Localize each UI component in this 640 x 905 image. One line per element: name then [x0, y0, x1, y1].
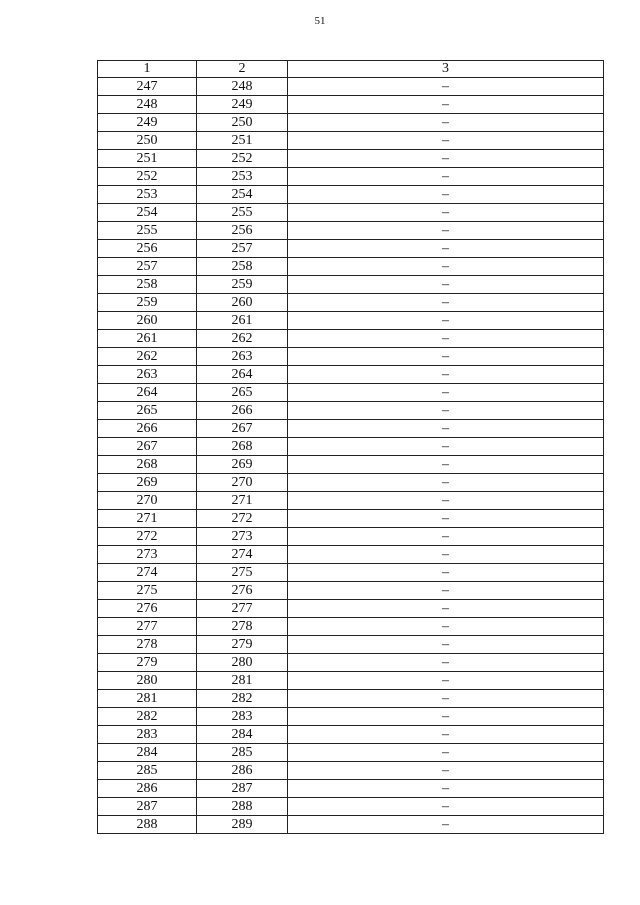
table-cell-col-2: 264 [197, 366, 288, 384]
table-cell-col-2: 277 [197, 600, 288, 618]
table-cell-col-1: 249 [98, 114, 197, 132]
table-cell-col-1: 277 [98, 618, 197, 636]
table-row [98, 456, 604, 474]
table-row [98, 744, 604, 762]
table-cell-col-2: 257 [197, 240, 288, 258]
table-cell-col-2: 266 [197, 402, 288, 420]
table-cell-col-1: 285 [98, 762, 197, 780]
table-row [98, 114, 604, 132]
table-cell-col-2: 273 [197, 528, 288, 546]
table-cell-col-2: 255 [197, 204, 288, 222]
table-row [98, 690, 604, 708]
table-cell-col-3: – [288, 456, 604, 474]
table-row [98, 240, 604, 258]
table-cell-col-2: 262 [197, 330, 288, 348]
table-row [98, 276, 604, 294]
table-cell-col-1: 258 [98, 276, 197, 294]
table-cell-col-3: – [288, 474, 604, 492]
table-cell-col-2: 285 [197, 744, 288, 762]
table-row [98, 726, 604, 744]
table-cell-col-1: 248 [98, 96, 197, 114]
table-cell-col-3: – [288, 168, 604, 186]
table-cell-col-3: – [288, 384, 604, 402]
table-cell-col-3: – [288, 420, 604, 438]
table-cell-col-1: 250 [98, 132, 197, 150]
table-cell-col-3: – [288, 726, 604, 744]
table-row [98, 546, 604, 564]
table-row [98, 132, 604, 150]
table-cell-col-3: – [288, 816, 604, 834]
table-row [98, 510, 604, 528]
table-row [98, 150, 604, 168]
table-cell-col-1: 282 [98, 708, 197, 726]
table-cell-col-1: 276 [98, 600, 197, 618]
table-cell-col-3: – [288, 600, 604, 618]
table-cell-col-1: 267 [98, 438, 197, 456]
table-row [98, 420, 604, 438]
table-cell-col-1: 287 [98, 798, 197, 816]
table-cell-col-2: 251 [197, 132, 288, 150]
table-cell-col-2: 256 [197, 222, 288, 240]
table-cell-col-1: 270 [98, 492, 197, 510]
table-row [98, 402, 604, 420]
table-cell-col-1: 261 [98, 330, 197, 348]
table-cell-col-2: 258 [197, 258, 288, 276]
column-header-3: 3 [288, 61, 604, 78]
table-row [98, 492, 604, 510]
table-row [98, 366, 604, 384]
table-cell-col-3: – [288, 276, 604, 294]
column-header-1: 1 [98, 61, 197, 78]
table-cell-col-2: 253 [197, 168, 288, 186]
table-row [98, 204, 604, 222]
table-cell-col-3: – [288, 114, 604, 132]
table-cell-col-1: 275 [98, 582, 197, 600]
table-row [98, 798, 604, 816]
table-cell-col-3: – [288, 294, 604, 312]
column-header-2: 2 [197, 61, 288, 78]
table-cell-col-2: 265 [197, 384, 288, 402]
table-cell-col-3: – [288, 618, 604, 636]
table-cell-col-3: – [288, 150, 604, 168]
table-cell-col-2: 270 [197, 474, 288, 492]
table-cell-col-2: 287 [197, 780, 288, 798]
table-cell-col-1: 280 [98, 672, 197, 690]
table-cell-col-2: 259 [197, 276, 288, 294]
table-header-row [98, 61, 604, 78]
table-row [98, 474, 604, 492]
table-cell-col-2: 248 [197, 78, 288, 96]
table-row [98, 654, 604, 672]
table-cell-col-3: – [288, 78, 604, 96]
table-cell-col-1: 252 [98, 168, 197, 186]
table-cell-col-3: – [288, 510, 604, 528]
table-cell-col-3: – [288, 312, 604, 330]
table-cell-col-2: 268 [197, 438, 288, 456]
table-cell-col-3: – [288, 744, 604, 762]
table-cell-col-3: – [288, 96, 604, 114]
table-row [98, 312, 604, 330]
table-cell-col-3: – [288, 240, 604, 258]
table-cell-col-1: 253 [98, 186, 197, 204]
table-cell-col-2: 267 [197, 420, 288, 438]
table-cell-col-2: 283 [197, 708, 288, 726]
table-cell-col-3: – [288, 492, 604, 510]
table-cell-col-2: 252 [197, 150, 288, 168]
table-cell-col-1: 260 [98, 312, 197, 330]
table-cell-col-1: 251 [98, 150, 197, 168]
table-cell-col-1: 255 [98, 222, 197, 240]
table-cell-col-3: – [288, 762, 604, 780]
table-cell-col-3: – [288, 708, 604, 726]
table-cell-col-1: 256 [98, 240, 197, 258]
table-cell-col-1: 272 [98, 528, 197, 546]
table-row [98, 528, 604, 546]
table-cell-col-1: 274 [98, 564, 197, 582]
table-cell-col-1: 263 [98, 366, 197, 384]
table-cell-col-1: 286 [98, 780, 197, 798]
table-cell-col-2: 254 [197, 186, 288, 204]
table-cell-col-3: – [288, 636, 604, 654]
table-row [98, 582, 604, 600]
table-cell-col-1: 281 [98, 690, 197, 708]
table-row [98, 78, 604, 96]
table-cell-col-2: 288 [197, 798, 288, 816]
table-cell-col-1: 259 [98, 294, 197, 312]
table-cell-col-2: 250 [197, 114, 288, 132]
table-row [98, 438, 604, 456]
table-row [98, 618, 604, 636]
table-cell-col-3: – [288, 690, 604, 708]
table-row [98, 762, 604, 780]
table-cell-col-1: 288 [98, 816, 197, 834]
table-cell-col-1: 283 [98, 726, 197, 744]
table-cell-col-2: 281 [197, 672, 288, 690]
table-cell-col-1: 268 [98, 456, 197, 474]
table-row [98, 708, 604, 726]
table-cell-col-2: 280 [197, 654, 288, 672]
table-cell-col-3: – [288, 438, 604, 456]
table-cell-col-2: 271 [197, 492, 288, 510]
table-cell-col-2: 260 [197, 294, 288, 312]
table-cell-col-1: 247 [98, 78, 197, 96]
table-cell-col-2: 276 [197, 582, 288, 600]
table-cell-col-2: 249 [197, 96, 288, 114]
table-cell-col-1: 264 [98, 384, 197, 402]
table-cell-col-2: 272 [197, 510, 288, 528]
table-row [98, 186, 604, 204]
table-cell-col-3: – [288, 654, 604, 672]
table-row [98, 636, 604, 654]
table-cell-col-1: 254 [98, 204, 197, 222]
table-cell-col-1: 284 [98, 744, 197, 762]
table-cell-col-1: 265 [98, 402, 197, 420]
table-cell-col-2: 275 [197, 564, 288, 582]
data-table [97, 60, 604, 834]
table-cell-col-3: – [288, 366, 604, 384]
table-row [98, 258, 604, 276]
table-row [98, 168, 604, 186]
table-row [98, 330, 604, 348]
table-cell-col-3: – [288, 546, 604, 564]
table-cell-col-3: – [288, 186, 604, 204]
table-cell-col-3: – [288, 780, 604, 798]
table-cell-col-2: 289 [197, 816, 288, 834]
table-row [98, 384, 604, 402]
table-cell-col-2: 274 [197, 546, 288, 564]
table-cell-col-3: – [288, 258, 604, 276]
page-number: 51 [314, 15, 326, 27]
table-cell-col-1: 278 [98, 636, 197, 654]
table-body [98, 78, 604, 834]
table-cell-col-3: – [288, 402, 604, 420]
table-row [98, 672, 604, 690]
table-cell-col-1: 262 [98, 348, 197, 366]
table-cell-col-2: 282 [197, 690, 288, 708]
table-row [98, 222, 604, 240]
table-cell-col-2: 284 [197, 726, 288, 744]
table-cell-col-3: – [288, 798, 604, 816]
table-row [98, 96, 604, 114]
table-cell-col-2: 278 [197, 618, 288, 636]
table-cell-col-1: 271 [98, 510, 197, 528]
table-cell-col-1: 279 [98, 654, 197, 672]
table-cell-col-1: 269 [98, 474, 197, 492]
table-row [98, 816, 604, 834]
table-cell-col-3: – [288, 204, 604, 222]
table-cell-col-3: – [288, 528, 604, 546]
table-cell-col-3: – [288, 132, 604, 150]
table-cell-col-3: – [288, 672, 604, 690]
table-row [98, 294, 604, 312]
table-cell-col-3: – [288, 348, 604, 366]
table-cell-col-3: – [288, 222, 604, 240]
table-row [98, 600, 604, 618]
table-cell-col-3: – [288, 582, 604, 600]
table-row [98, 780, 604, 798]
table-row [98, 348, 604, 366]
table-row [98, 564, 604, 582]
table-cell-col-2: 286 [197, 762, 288, 780]
table-cell-col-2: 279 [197, 636, 288, 654]
table-cell-col-1: 257 [98, 258, 197, 276]
table-cell-col-3: – [288, 330, 604, 348]
table-cell-col-3: – [288, 564, 604, 582]
table-cell-col-1: 266 [98, 420, 197, 438]
table-cell-col-2: 269 [197, 456, 288, 474]
table-cell-col-2: 263 [197, 348, 288, 366]
table-cell-col-1: 273 [98, 546, 197, 564]
table-cell-col-2: 261 [197, 312, 288, 330]
